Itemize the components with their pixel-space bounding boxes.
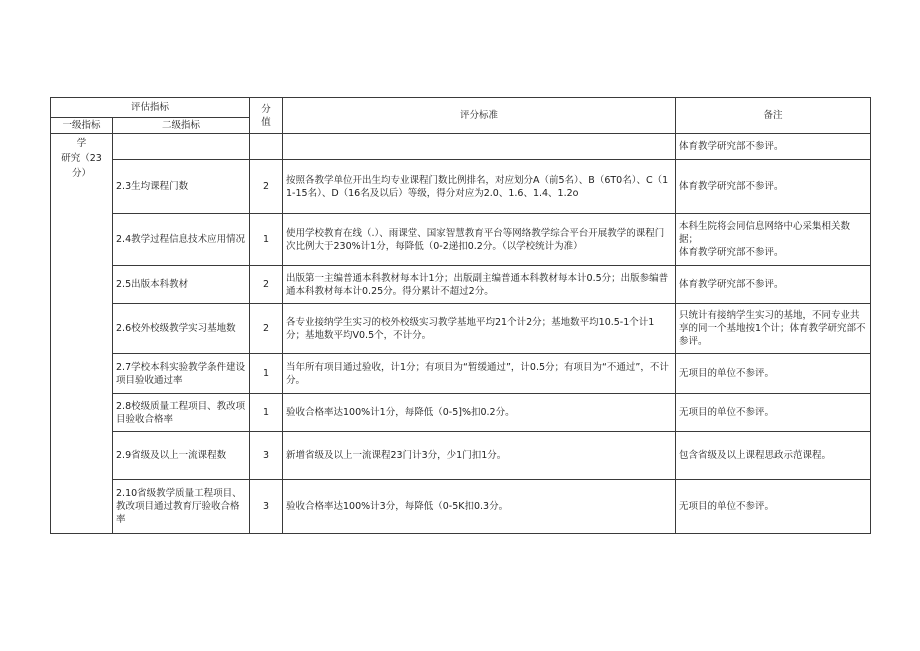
row-criteria: 出版第一主编普通本科教材每本计1分；出版副主编普通本科教材每本计0.5分；出版参编普通本科教材每本计0.25分。得分累计不超过2分。 [283,266,676,304]
evaluation-table [50,97,871,534]
first-level-cell: 学 研究（23 分） [51,134,113,534]
table-row [51,304,871,354]
row-criteria: 新增省级及以上一流课程23门计3分，少1门扣1分。 [283,432,676,480]
row-note: 无项目的单位不参评。 [676,394,871,432]
row-name: 2.9省级及以上一流课程数 [113,432,250,480]
table-row [51,432,871,480]
row-criteria: 当年所有项目通过验收，计1分；有项目为“暂缓通过”，计0.5分；有项目为“不通过”，不计分。 [283,354,676,394]
remarks-header: 备注 [676,98,871,134]
row-note: 体育教学研究部不参评。 [676,134,871,160]
row-criteria: 各专业接纳学生实习的校外校级实习教学基地平均21个计2分；基地数平均10.5-1个计1分；基地数平均V0.5个，不计分。 [283,304,676,354]
table-row [51,266,871,304]
row-name: 2.5出版本科教材 [113,266,250,304]
row-criteria: 验收合格率达100%计3分，每降低（0-5K扣0.3分。 [283,480,676,534]
table-row [51,480,871,534]
table-row [51,134,871,160]
row-note: 无项目的单位不参评。 [676,480,871,534]
row-score: 1 [250,354,283,394]
row-score: 3 [250,432,283,480]
row-note: 无项目的单位不参评。 [676,354,871,394]
row-score: 3 [250,480,283,534]
row-score [250,134,283,160]
header-row-1 [51,98,871,118]
table-row [51,160,871,214]
level2-header: 二级指标 [113,118,250,134]
row-criteria: 按照各教学单位开出生均专业课程门数比例排名，对应划分A（前5名）、B（6T0名）、C（11-15名）、D（16名及以后）等级，得分对应为2.0、1.6、1.4、1.2o [283,160,676,214]
row-score: 1 [250,394,283,432]
score-header: 分 值 [250,98,283,134]
row-note: 体育教学研究部不参评。 [676,266,871,304]
row-criteria: 使用学校教育在线（.）、雨课堂、国家智慧教育平台等网络教学综合平台开展教学的课程门次比例大于230%计1分，每降低（0-2递扣0.2分。（以学校统计为准） [283,214,676,266]
table-row [51,354,871,394]
row-criteria [283,134,676,160]
row-note: 只统计有接纳学生实习的基地，不同专业共享的同一个基地按1个计；体育教学研究部不参评。 [676,304,871,354]
table-row [51,394,871,432]
row-note: 体育教学研究部不参评。 [676,160,871,214]
row-note: 包含省级及以上课程思政示范课程。 [676,432,871,480]
row-name: 2.3生均课程门数 [113,160,250,214]
eval-index-header: 评估指标 [51,98,250,118]
criteria-header: 评分标准 [283,98,676,134]
row-score: 1 [250,214,283,266]
level1-header: 一级指标 [51,118,113,134]
row-name [113,134,250,160]
row-criteria: 验收合格率达100%计1分，每降低（0-5]%扣0.2分。 [283,394,676,432]
row-note: 本科生院将会同信息网络中心采集相关数据； 体育教学研究部不参评。 [676,214,871,266]
table-row [51,214,871,266]
row-name: 2.10省级教学质量工程项目、教改项目通过教育厅验收合格率 [113,480,250,534]
row-score: 2 [250,304,283,354]
row-score: 2 [250,266,283,304]
row-name: 2.6校外校级教学实习基地数 [113,304,250,354]
row-name: 2.7学校本科实验教学条件建设项目验收通过率 [113,354,250,394]
row-score: 2 [250,160,283,214]
row-name: 2.4教学过程信息技术应用情况 [113,214,250,266]
row-name: 2.8校级质量工程项目、教改项目验收合格率 [113,394,250,432]
